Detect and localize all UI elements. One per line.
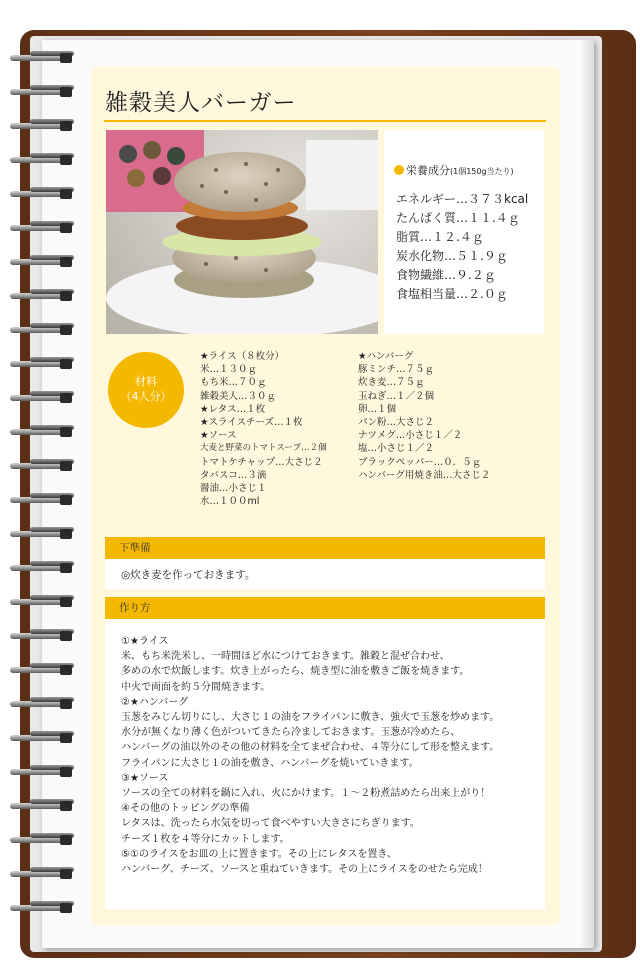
method-line: ハンバーグ、チーズ、ソースと重ねていきます。その上にライスをのせたら完成！ — [121, 864, 488, 876]
ingredients-badge — [108, 352, 184, 428]
ingredient-item: ハンバーグ用焼き油…大さじ２ — [358, 469, 491, 481]
ring-hole — [60, 631, 72, 641]
method-line: ソースの全ての材料を鍋に入れ、火にかけます。１〜２粉煮詰めたら出来上がり！ — [121, 788, 491, 800]
ring-hole — [60, 87, 72, 97]
ingredient-item: 卵…１個 — [358, 403, 397, 415]
method-line: レタスは、洗ったら水気を切って食べやすい大きさにちぎります。 — [121, 818, 420, 830]
method-line: チーズ１枚を４等分にカットします。 — [121, 833, 290, 845]
nutrition-item: たんぱく質…１１.４ｇ — [396, 211, 520, 225]
ingredient-item: ★ソース — [200, 430, 237, 442]
nutrition-item: 炭水化物…５１.９ｇ — [396, 249, 508, 263]
spiral-ring — [10, 116, 84, 136]
ingredient-item: 水…１００ml — [200, 496, 260, 508]
spiral-ring — [10, 728, 84, 748]
recipe-title: 雑穀美人バーガー — [105, 90, 297, 116]
spiral-ring — [10, 422, 84, 442]
ingredient-item: タバスコ…３滴 — [200, 469, 267, 481]
ring-hole — [60, 121, 72, 131]
ring-hole — [60, 869, 72, 879]
method-line: ②★ハンバーグ — [121, 696, 189, 708]
ingredient-item: 豚ミンチ…７５ｇ — [358, 364, 435, 376]
ring-hole — [60, 291, 72, 301]
spiral-ring — [10, 320, 84, 340]
spiral-ring — [10, 592, 84, 612]
method-line: 玉葱をみじん切りにし、大さじ１の油をフライパンに敷き、強火で玉葱を炒めます。 — [121, 712, 500, 724]
ring-hole — [60, 563, 72, 573]
ingredient-item: ★ハンバーグ — [358, 351, 414, 362]
ingredient-item: 大麦と野菜のトマトスープ…２個 — [200, 443, 327, 454]
spiral-ring — [10, 898, 84, 918]
ingredients-badge-servings: （4人分） — [120, 390, 172, 403]
ingredient-item: 米…１３０ｇ — [200, 364, 258, 376]
spiral-ring — [10, 558, 84, 578]
ring-hole — [60, 597, 72, 607]
spiral-ring — [10, 184, 84, 204]
spiral-ring — [10, 456, 84, 476]
method-line: ハンバーグの油以外のその他の材料を全てまぜ合わせ、４等分にして形を整えます。 — [121, 742, 500, 754]
title-underline — [104, 120, 546, 122]
ring-hole — [60, 155, 72, 165]
spiral-ring — [10, 796, 84, 816]
bullet-dot-icon — [394, 165, 404, 175]
spiral-ring — [10, 762, 84, 782]
method-line: ①★ライス — [121, 636, 169, 647]
prep-text: ◎炊き麦を作っておきます。 — [121, 569, 256, 581]
ring-hole — [60, 903, 72, 913]
ingredient-item: ★スライスチーズ…１枚 — [200, 417, 303, 429]
method-line: 水分が無くなり薄く色がついてきたら冷ましておきます。玉葱が冷めたら、 — [121, 727, 461, 739]
ring-hole — [60, 461, 72, 471]
spiral-ring — [10, 48, 84, 68]
ring-hole — [60, 699, 72, 709]
ring-hole — [60, 801, 72, 811]
ring-hole — [60, 733, 72, 743]
nutrition-item: 食塩相当量…２.０ｇ — [396, 287, 508, 301]
method-line: 多めの水で炊飯します。炊き上がったら、焼き型に油を敷きご飯を焼きます。 — [121, 666, 470, 678]
ingredients-badge-title: 材料 — [135, 375, 157, 388]
spiral-ring — [10, 82, 84, 102]
ring-hole — [60, 393, 72, 403]
ingredient-item: もち米…７０ｇ — [200, 377, 267, 389]
spiral-ring — [10, 252, 84, 272]
ingredient-item: 醤油…小さじ１ — [200, 483, 267, 495]
ingredient-item: 炊き麦…７５ｇ — [358, 377, 425, 389]
ring-hole — [60, 427, 72, 437]
recipe-photo — [106, 130, 378, 334]
ring-hole — [60, 257, 72, 267]
method-steps — [121, 634, 499, 877]
nutrition-list — [396, 190, 528, 304]
ring-hole — [60, 767, 72, 777]
nutrition-item: 食物繊維…９.２ｇ — [396, 268, 496, 282]
ingredient-item: 雑穀美人…３０ｇ — [200, 390, 277, 402]
ring-hole — [60, 359, 72, 369]
nutrition-heading — [394, 162, 514, 178]
ingredient-item: 塩…小さじ１／２ — [358, 443, 435, 455]
spiral-ring — [10, 150, 84, 170]
method-line: ⑤①のライスをお皿の上に置きます。その上にレタスを置き、 — [121, 848, 397, 860]
nutrition-item: エネルギー…３７３kcal — [396, 192, 529, 206]
method-heading: 作り方 — [105, 597, 545, 619]
ingredient-item: ブラックペッパー…０．５ｇ — [358, 456, 482, 468]
spiral-binding — [0, 48, 90, 938]
nutrition-item: 脂質…１２.４ｇ — [396, 230, 484, 244]
ring-hole — [60, 665, 72, 675]
spiral-ring — [10, 660, 84, 680]
spiral-ring — [10, 694, 84, 714]
spiral-ring — [10, 490, 84, 510]
method-line: フライパンに大さじ１の油を敷き、ハンバーグを焼いていきます。 — [121, 757, 419, 769]
ring-hole — [60, 53, 72, 63]
spiral-ring — [10, 864, 84, 884]
method-line: ③★ソース — [121, 772, 169, 784]
prep-heading: 下準備 — [105, 537, 545, 559]
ingredient-item: パン粉…大さじ２ — [358, 417, 435, 429]
ingredient-item: 玉ねぎ…１／２個 — [358, 390, 435, 402]
spiral-ring — [10, 830, 84, 850]
ingredients-list-left — [200, 350, 327, 508]
spiral-ring — [10, 388, 84, 408]
nutrition-heading-label: 栄養成分 — [406, 164, 450, 177]
spiral-ring — [10, 626, 84, 646]
ingredient-item: ナツメグ…小さじ１／２ — [358, 430, 463, 442]
burger-photo-illustration — [106, 130, 378, 334]
ring-hole — [60, 495, 72, 505]
ingredients-list-right — [358, 350, 490, 482]
ingredient-item: ★レタス…１枚 — [200, 403, 266, 415]
method-line: ④その他のトッピングの準備 — [121, 803, 250, 815]
spiral-ring — [10, 524, 84, 544]
ring-hole — [60, 223, 72, 233]
ring-hole — [60, 325, 72, 335]
ring-hole — [60, 529, 72, 539]
ring-hole — [60, 189, 72, 199]
ingredient-item: ★ライス（８枚分） — [200, 351, 285, 362]
ring-hole — [60, 835, 72, 845]
method-line: 中火で両面を約５分間焼きます。 — [121, 681, 271, 693]
method-line: 米、もち米洗米し、一時間ほど水につけておきます。雑穀と混ぜ合わせ、 — [121, 651, 450, 663]
spiral-ring — [10, 354, 84, 374]
spiral-ring — [10, 218, 84, 238]
spiral-ring — [10, 286, 84, 306]
ingredient-item: トマトケチャップ…大さじ２ — [200, 456, 323, 468]
nutrition-heading-note: (1個150g当たり) — [450, 167, 514, 176]
